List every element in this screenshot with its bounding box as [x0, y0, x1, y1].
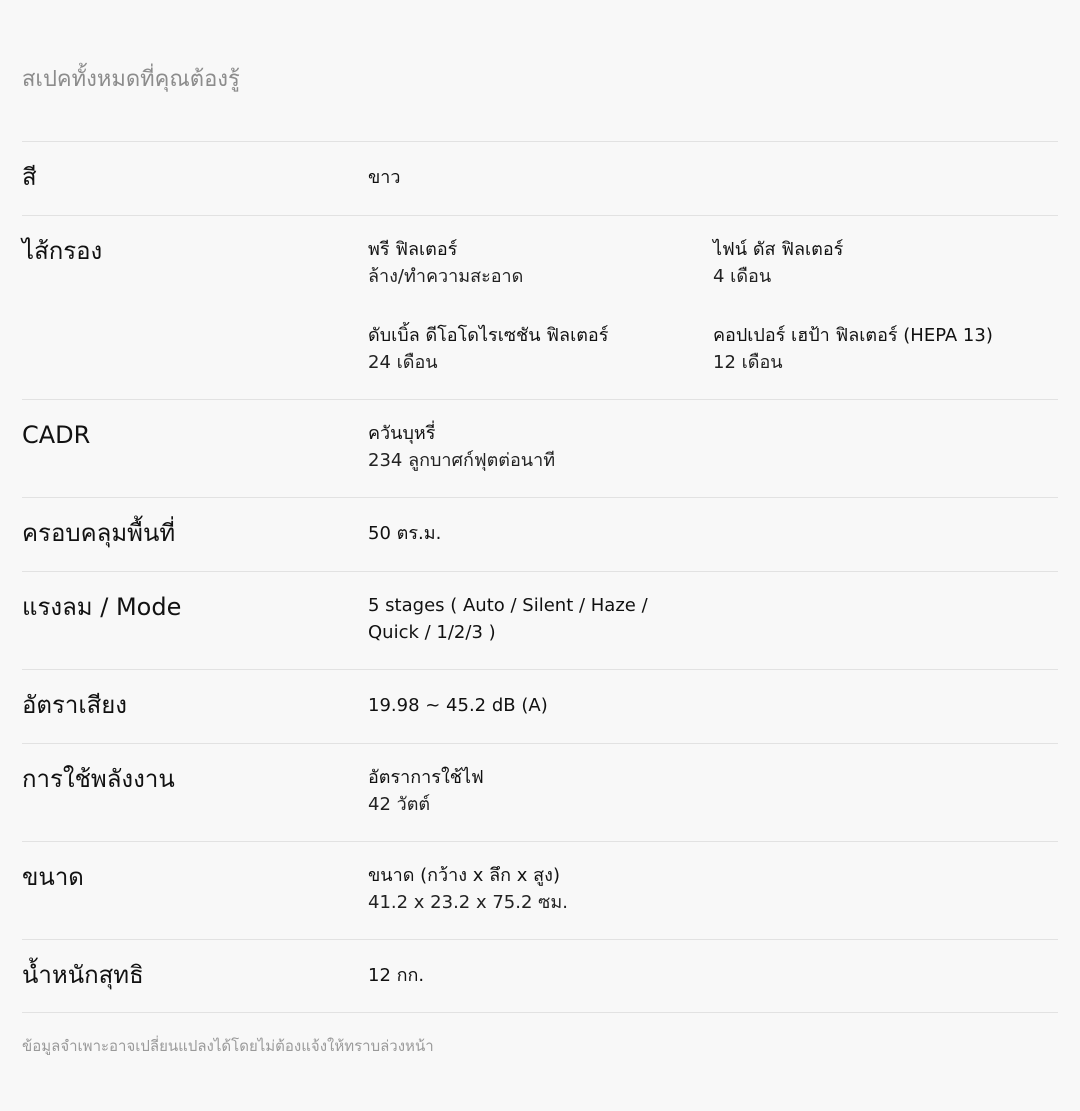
spec-value — [368, 164, 713, 191]
disclaimer-note: ข้อมูลจำเพาะอาจเปลี่ยนแปลงได้โดยไม่ต้องแจ้งให้ทราบล่วงหน้า — [22, 1037, 434, 1055]
spec-value-detail: ล้าง/ทำความสะอาด — [368, 266, 524, 287]
spec-value-title: ควันบุหรี่ — [368, 423, 436, 444]
spec-label: อัตราเสียง — [22, 691, 127, 719]
spec-value-detail: 12 เดือน — [713, 352, 783, 373]
spec-values — [368, 962, 1058, 989]
spec-values — [368, 764, 1058, 818]
spec-values — [368, 592, 1058, 646]
spec-label: แรงลม / Mode — [22, 593, 182, 621]
spec-label: น้ำหนักสุทธิ — [22, 961, 144, 989]
spec-label: การใช้พลังงาน — [22, 765, 175, 793]
spec-value — [368, 764, 713, 818]
spec-row-fan-mode — [22, 571, 1058, 669]
spec-label: ขนาด — [22, 863, 84, 891]
spec-row-filters — [22, 215, 1058, 399]
spec-value — [368, 322, 713, 376]
spec-values — [368, 692, 1058, 719]
spec-value-title: พรี ฟิลเตอร์ — [368, 239, 458, 260]
spec-label: ไส้กรอง — [22, 237, 103, 265]
spec-value-detail: 4 เดือน — [713, 266, 772, 287]
spec-value — [368, 862, 713, 916]
spec-label: CADR — [22, 421, 91, 449]
spec-value-title: ไฟน์ ดัส ฟิลเตอร์ — [713, 239, 844, 260]
spec-values — [368, 420, 1058, 474]
spec-value-title: คอปเปอร์ เฮป้า ฟิลเตอร์ (HEPA 13) — [713, 325, 993, 346]
spec-value-title: 50 ตร.ม. — [368, 523, 442, 544]
spec-label: ครอบคลุมพื้นที่ — [22, 519, 176, 547]
spec-value — [713, 322, 1058, 376]
spec-row-dimensions — [22, 841, 1058, 939]
spec-value-detail: 41.2 x 23.2 x 75.2 ซม. — [368, 892, 568, 913]
spec-row-weight — [22, 939, 1058, 1013]
spec-values — [368, 862, 1058, 916]
spec-value — [368, 420, 713, 474]
spec-label: สี — [22, 163, 37, 191]
spec-value — [368, 236, 713, 290]
page-title: สเปคทั้งหมดที่คุณต้องรู้ — [22, 67, 240, 92]
spec-value-title: ขนาด (กว้าง x ลึก x สูง) — [368, 865, 560, 886]
spec-value-title: ขาว — [368, 167, 401, 188]
spec-value — [713, 236, 1058, 290]
spec-values — [368, 520, 1058, 547]
spec-value — [368, 962, 713, 989]
spec-value-detail: 24 เดือน — [368, 352, 438, 373]
spec-row-coverage — [22, 497, 1058, 571]
spec-value-title: 19.98 ~ 45.2 dB (A) — [368, 695, 548, 716]
spec-value — [368, 592, 713, 646]
spec-value — [368, 692, 713, 719]
spec-row-cadr — [22, 399, 1058, 497]
spec-value-title: 5 stages ( Auto / Silent / Haze / Quick / 1/2/3 ) — [368, 595, 648, 643]
spec-value-title: 12 กก. — [368, 965, 425, 986]
spec-value-detail: 234 ลูกบาศก์ฟุตต่อนาที — [368, 450, 556, 471]
spec-row-noise — [22, 669, 1058, 743]
spec-value-detail: 42 วัตต์ — [368, 794, 431, 815]
spec-values — [368, 164, 1058, 191]
spec-value-title: อัตราการใช้ไฟ — [368, 767, 484, 788]
spec-values — [368, 236, 1058, 376]
spec-row-color — [22, 141, 1058, 215]
spec-value-title: ดับเบิ้ล ดีโอโดไรเซชัน ฟิลเตอร์ — [368, 325, 609, 346]
spec-row-power — [22, 743, 1058, 841]
spec-table — [22, 141, 1058, 1013]
spec-value — [368, 520, 713, 547]
